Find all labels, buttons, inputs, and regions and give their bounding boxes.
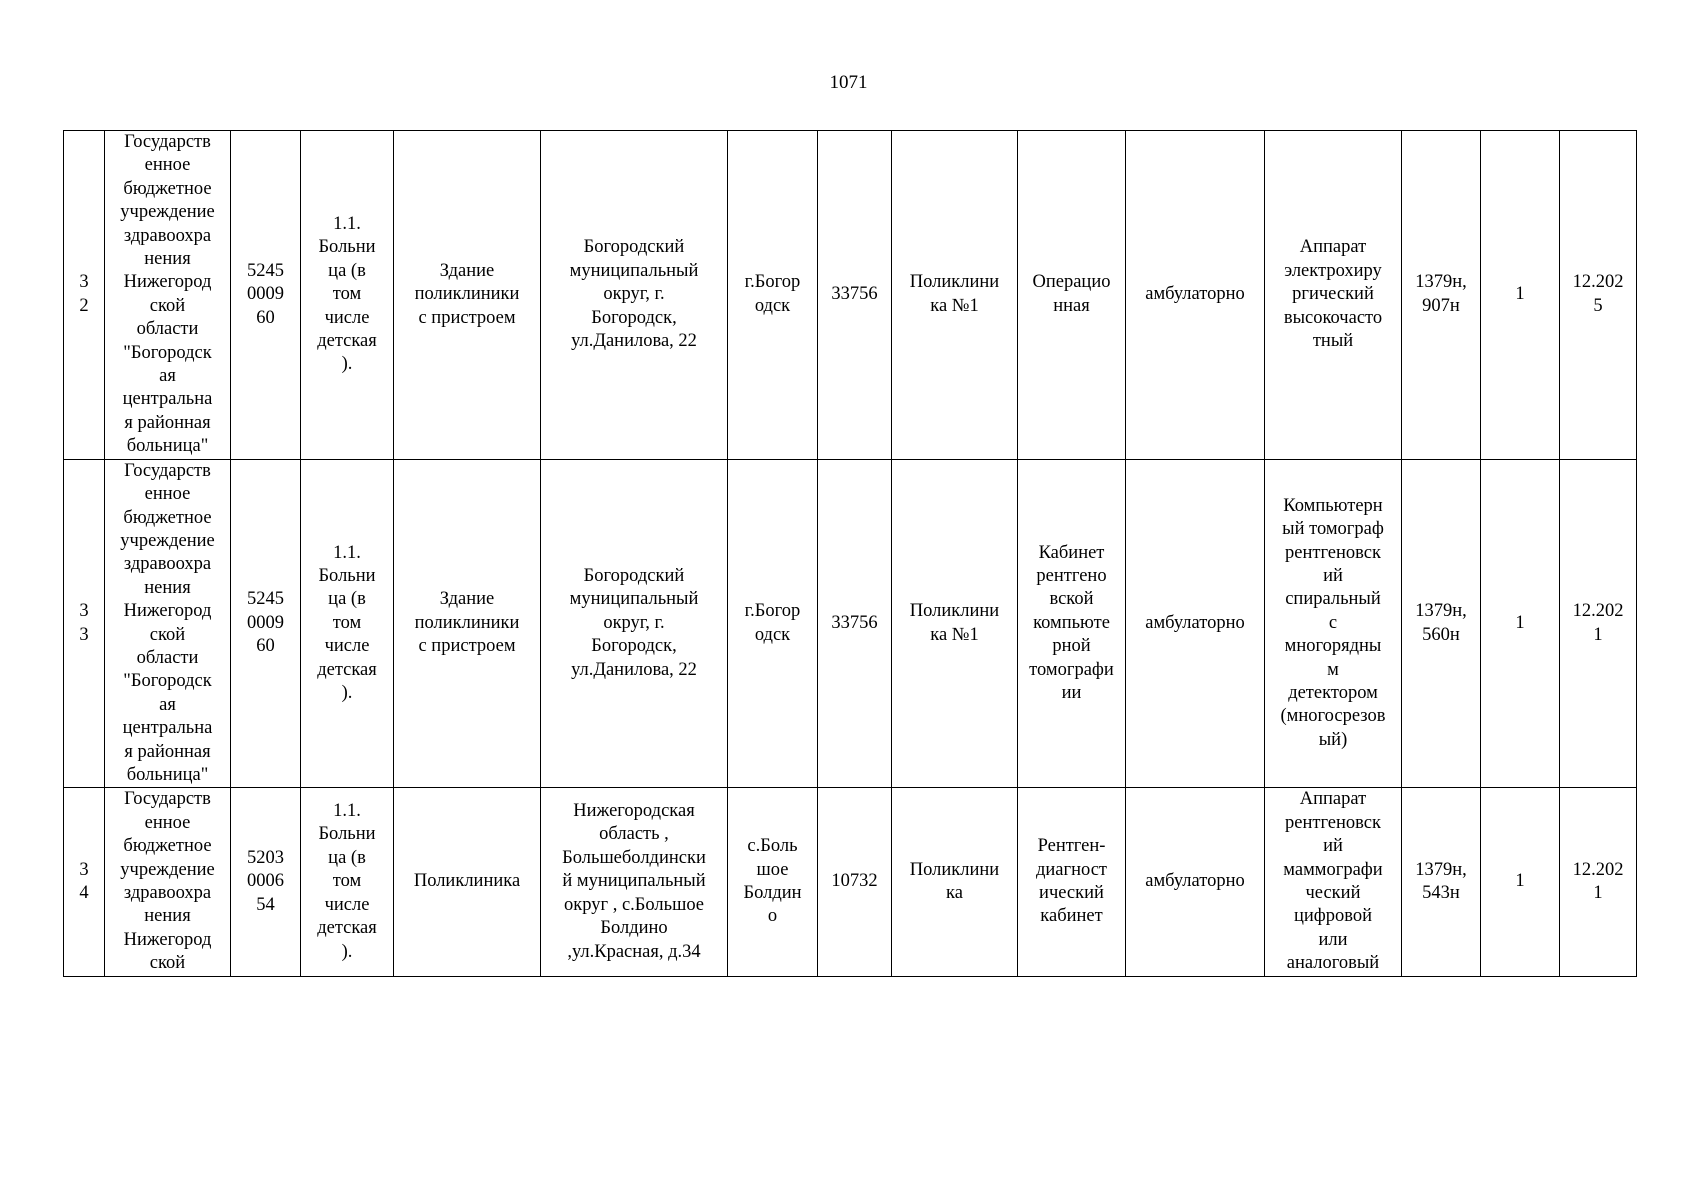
- date-cell: 12.202 1: [1560, 788, 1637, 976]
- quantity-cell: 1: [1481, 131, 1560, 460]
- standard-cell: 1379н, 560н: [1402, 459, 1481, 788]
- row-number-cell: 3 4: [64, 788, 105, 976]
- building-cell: Здание поликлиники с пристроем: [394, 131, 541, 460]
- org-code-cell: 5245 0009 60: [231, 131, 301, 460]
- address-cell: Богородский муниципальный округ, г. Богородск, ул.Данилова, 22: [541, 459, 728, 788]
- category-cell: 1.1. Больни ца (в том числе детская ).: [301, 131, 394, 460]
- quantity-cell: 1: [1481, 459, 1560, 788]
- organization-cell: Государств енное бюджетное учреждение здравоохра нения Нижегород ской области "Богородск ая центральна я районная больница": [105, 131, 231, 460]
- care-type-cell: амбулаторно: [1126, 788, 1265, 976]
- division-cell: Поликлини ка №1: [892, 131, 1018, 460]
- building-cell: Поликлиника: [394, 788, 541, 976]
- address-cell: Нижегородская область , Большеболдински й муниципальный округ , с.Большое Болдино ,ул.Красная, д.34: [541, 788, 728, 976]
- locality-code-cell: 10732: [818, 788, 892, 976]
- table-row: [64, 459, 1637, 788]
- locality-code-cell: 33756: [818, 459, 892, 788]
- locality-cell: г.Богор одск: [728, 131, 818, 460]
- room-cell: Рентген- диагност ический кабинет: [1018, 788, 1126, 976]
- category-cell: 1.1. Больни ца (в том числе детская ).: [301, 788, 394, 976]
- row-number-cell: 3 3: [64, 459, 105, 788]
- equipment-cell: Компьютерн ый томограф рентгеновск ий спиральный с многорядны м детектором (многосрезов ый): [1265, 459, 1402, 788]
- room-cell: Кабинет рентгено вской компьюте рной томографи ии: [1018, 459, 1126, 788]
- care-type-cell: амбулаторно: [1126, 459, 1265, 788]
- standard-cell: 1379н, 543н: [1402, 788, 1481, 976]
- division-cell: Поликлини ка №1: [892, 459, 1018, 788]
- org-code-cell: 5203 0006 54: [231, 788, 301, 976]
- organization-cell: Государств енное бюджетное учреждение здравоохра нения Нижегород ской области "Богородск ая центральна я районная больница": [105, 459, 231, 788]
- locality-cell: г.Богор одск: [728, 459, 818, 788]
- equipment-cell: Аппарат электрохиру ргический высокочасто тный: [1265, 131, 1402, 460]
- page-number: 1071: [829, 72, 868, 93]
- table-row: [64, 131, 1637, 460]
- equipment-table: [63, 130, 1637, 977]
- care-type-cell: амбулаторно: [1126, 131, 1265, 460]
- org-code-cell: 5245 0009 60: [231, 459, 301, 788]
- address-cell: Богородский муниципальный округ, г. Богородск, ул.Данилова, 22: [541, 131, 728, 460]
- table-row: [64, 788, 1637, 976]
- date-cell: 12.202 5: [1560, 131, 1637, 460]
- locality-code-cell: 33756: [818, 131, 892, 460]
- room-cell: Операцио нная: [1018, 131, 1126, 460]
- standard-cell: 1379н, 907н: [1402, 131, 1481, 460]
- locality-cell: с.Боль шое Болдин о: [728, 788, 818, 976]
- category-cell: 1.1. Больни ца (в том числе детская ).: [301, 459, 394, 788]
- quantity-cell: 1: [1481, 788, 1560, 976]
- building-cell: Здание поликлиники с пристроем: [394, 459, 541, 788]
- division-cell: Поликлини ка: [892, 788, 1018, 976]
- date-cell: 12.202 1: [1560, 459, 1637, 788]
- organization-cell: Государств енное бюджетное учреждение здравоохра нения Нижегород ской: [105, 788, 231, 976]
- equipment-cell: Аппарат рентгеновск ий маммографи ческий цифровой или аналоговый: [1265, 788, 1402, 976]
- row-number-cell: 3 2: [64, 131, 105, 460]
